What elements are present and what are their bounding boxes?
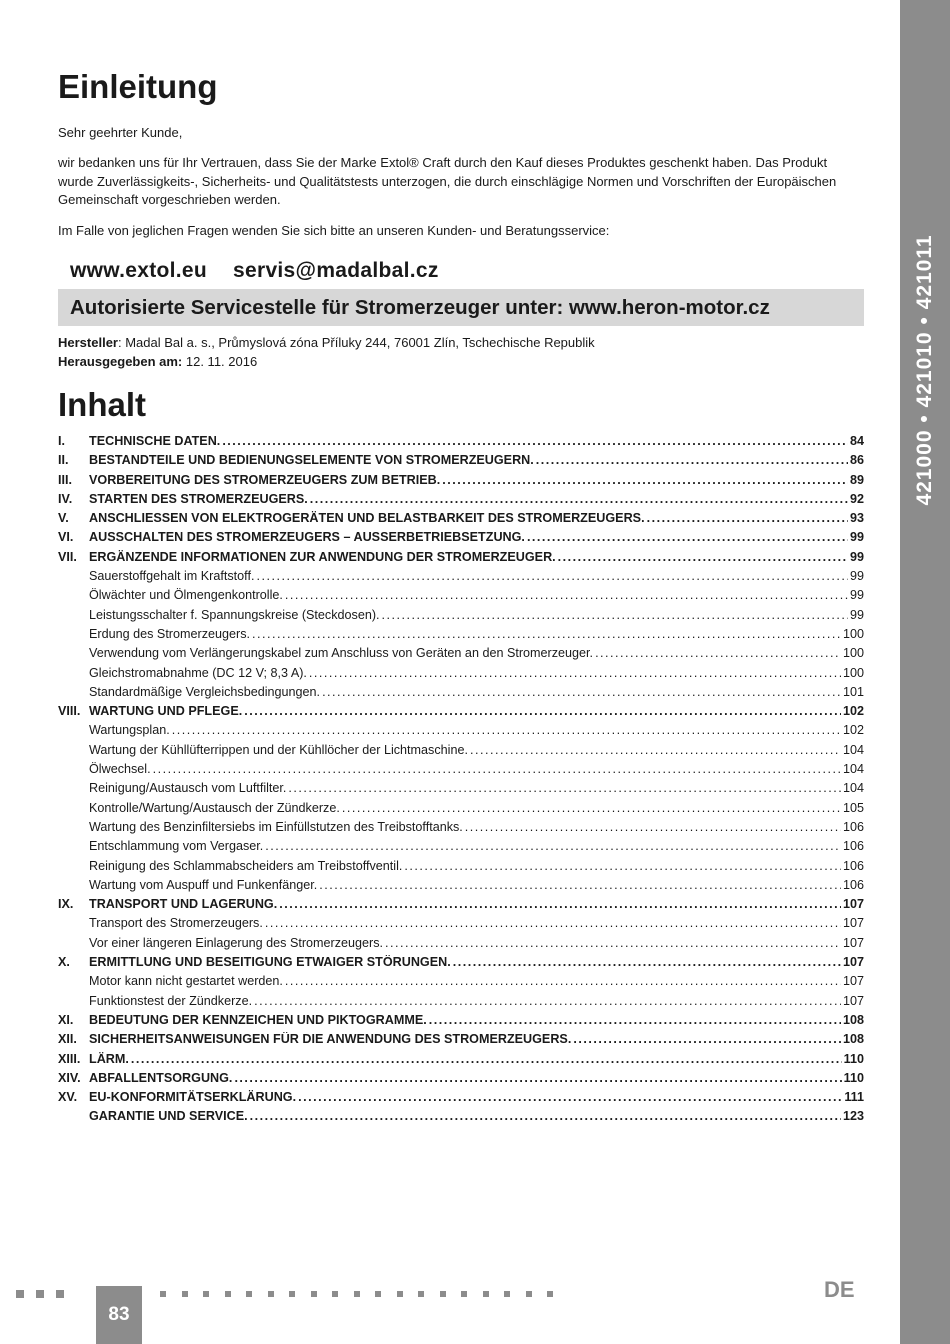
- toc-page: 99: [849, 530, 864, 545]
- toc-entry[interactable]: [58, 1071, 864, 1090]
- toc-entry[interactable]: [58, 820, 864, 839]
- toc-leader-dots: [429, 1013, 841, 1027]
- toc-number: IV.: [58, 491, 73, 506]
- toc-entry[interactable]: [58, 704, 864, 723]
- toc-number: III.: [58, 472, 72, 487]
- toc-leader-dots: [385, 936, 841, 950]
- toc-entry[interactable]: [58, 1090, 864, 1109]
- toc-label: SICHERHEITSANWEISUNGEN FÜR DIE ANWENDUNG DES STROMERZEUGERS.: [89, 1032, 572, 1047]
- toc-label: Standardmäßige Vergleichsbedingungen.: [89, 684, 321, 699]
- toc-leader-dots: [382, 608, 848, 622]
- toc-label: Leistungsschalter f. Spannungskreise (Steckdosen).: [89, 607, 380, 622]
- toc-page: 86: [849, 453, 864, 468]
- toc-label: EU-KONFORMITÄTSERKLÄRUNG.: [89, 1090, 297, 1105]
- toc-page: 104: [842, 762, 864, 777]
- toc-label: Ölwächter und Ölmengenkontrolle.: [89, 588, 283, 603]
- toc-number: V.: [58, 511, 69, 526]
- toc-page: 84: [849, 434, 864, 448]
- toc-page: 106: [842, 858, 864, 873]
- toc-page: 99: [849, 569, 864, 584]
- toc-label: Verwendung vom Verlängerungskabel zum Anschluss von Geräten an den Stromerzeuger.: [89, 646, 594, 661]
- toc-entry[interactable]: [58, 743, 864, 762]
- toc-label: ERGÄNZENDE INFORMATIONEN ZUR ANWENDUNG DER STROMERZEUGER.: [89, 549, 556, 564]
- toc-label: Motor kann nicht gestartet werden.: [89, 974, 283, 989]
- manufacturer-value: : Madal Bal a. s., Průmyslová zóna Příluky 244, 76001 Zlín, Tschechische Republik: [117, 335, 595, 350]
- toc-page: 102: [842, 704, 864, 719]
- page-title-einleitung: Einleitung: [58, 68, 218, 105]
- toc-number: IX.: [58, 897, 74, 912]
- toc-leader-dots: [285, 588, 848, 602]
- toc-leader-dots: [470, 743, 841, 757]
- toc-entry[interactable]: [58, 492, 864, 511]
- toc-page: 108: [842, 1032, 864, 1047]
- toc-label: ABFALLENTSORGUNG.: [89, 1070, 233, 1085]
- toc-page: 99: [849, 588, 864, 603]
- toc-leader-dots: [285, 974, 841, 988]
- toc-entry[interactable]: [58, 801, 864, 820]
- toc-entry[interactable]: [58, 1032, 864, 1051]
- toc-leader-dots: [536, 453, 848, 467]
- toc-page: 107: [842, 993, 864, 1008]
- toc-label: Kontrolle/Wartung/Austausch der Zündkerze.: [89, 800, 340, 815]
- toc-entry[interactable]: [58, 723, 864, 742]
- toc-number: XII.: [58, 1032, 77, 1047]
- toc-leader-dots: [309, 666, 841, 680]
- toc-entry[interactable]: [58, 878, 864, 897]
- toc-entry[interactable]: [58, 1109, 864, 1128]
- toc-label: LÄRM.: [89, 1051, 129, 1066]
- toc-leader-dots: [595, 646, 841, 660]
- toc-leader-dots: [298, 1090, 842, 1104]
- toc-page: 100: [842, 665, 864, 680]
- toc-leader-dots: [234, 1071, 841, 1085]
- toc-leader-dots: [265, 839, 841, 853]
- toc-entry[interactable]: [58, 897, 864, 916]
- toc-label: Wartung des Benzinfiltersiebs im Einfüllstutzen des Treibstofftanks.: [89, 819, 463, 834]
- toc-entry[interactable]: [58, 530, 864, 549]
- toc-leader-dots: [256, 569, 848, 583]
- toc-page: 102: [842, 723, 864, 738]
- toc-entry[interactable]: [58, 955, 864, 974]
- toc-label: Vor einer längeren Einlagerung des Stromerzeugers.: [89, 935, 384, 950]
- contacts: [70, 259, 439, 283]
- issued-value: 12. 11. 2016: [182, 354, 258, 369]
- toc-label: Ölwechsel.: [89, 762, 151, 777]
- toc-entry[interactable]: [58, 666, 864, 685]
- toc-leader-dots: [465, 820, 841, 834]
- toc-leader-dots: [404, 859, 841, 873]
- toc-label: Erdung des Stromerzeugers.: [89, 626, 251, 641]
- toc-page: 110: [843, 1070, 864, 1085]
- sidebar-strip: [900, 0, 950, 1344]
- toc-label: Sauerstoffgehalt im Kraftstoff.: [89, 569, 255, 584]
- toc-page: 108: [842, 1012, 864, 1027]
- toc-label: Wartungsplan.: [89, 723, 170, 738]
- toc-entry[interactable]: [58, 859, 864, 878]
- greeting: Sehr geehrter Kunde,: [58, 125, 183, 140]
- toc-label: Reinigung des Schlammabscheiders am Treibstoffventil.: [89, 858, 403, 873]
- table-of-contents: [58, 434, 864, 1129]
- toc-entry[interactable]: [58, 627, 864, 646]
- toc-leader-dots: [244, 704, 841, 718]
- toc-page: 110: [843, 1051, 864, 1066]
- page-title-inhalt: Inhalt: [58, 386, 146, 423]
- toc-page: 104: [842, 781, 864, 796]
- toc-label: AUSSCHALTEN DES STROMERZEUGERS – AUSSERBETRIEBSETZUNG.: [89, 530, 525, 545]
- toc-entry[interactable]: [58, 434, 864, 453]
- toc-page: 107: [842, 916, 864, 931]
- page-number: 83: [96, 1286, 142, 1344]
- toc-entry[interactable]: [58, 550, 864, 569]
- toc-leader-dots: [527, 530, 848, 544]
- toc-number: XV.: [58, 1090, 78, 1105]
- toc-number: I.: [58, 434, 65, 448]
- toc-leader-dots: [342, 801, 841, 815]
- toc-number: II.: [58, 453, 69, 468]
- toc-number: VII.: [58, 549, 77, 564]
- toc-page: 100: [842, 646, 864, 661]
- toc-label: Wartung vom Auspuff und Funkenfänger.: [89, 877, 318, 892]
- toc-page: 92: [849, 491, 864, 506]
- issue-date: [58, 353, 257, 371]
- toc-leader-dots: [322, 685, 841, 699]
- toc-label: Funktionstest der Zündkerze.: [89, 993, 253, 1008]
- toc-label: BEDEUTUNG DER KENNZEICHEN UND PIKTOGRAMME.: [89, 1012, 427, 1027]
- toc-entry[interactable]: [58, 646, 864, 665]
- toc-label: BESTANDTEILE UND BEDIENUNGSELEMENTE VON STROMERZEUGERN.: [89, 453, 534, 468]
- toc-number: XI.: [58, 1012, 74, 1027]
- toc-label: TRANSPORT UND LAGERUNG.: [89, 897, 278, 912]
- toc-leader-dots: [153, 762, 841, 776]
- toc-entry[interactable]: [58, 916, 864, 935]
- toc-leader-dots: [172, 723, 841, 737]
- toc-page: 89: [849, 472, 864, 487]
- toc-label: Transport des Stromerzeugers.: [89, 916, 263, 931]
- email-link[interactable]: servis@madalbal.cz: [233, 259, 439, 282]
- toc-label: Reinigung/Austausch vom Luftfilter.: [89, 781, 287, 796]
- toc-label: GARANTIE UND SERVICE.: [89, 1109, 248, 1124]
- toc-page: 111: [844, 1090, 864, 1105]
- toc-label: TECHNISCHE DATEN.: [89, 434, 221, 448]
- toc-page: 106: [842, 877, 864, 892]
- toc-leader-dots: [131, 1052, 842, 1066]
- toc-leader-dots: [453, 955, 841, 969]
- toc-entry[interactable]: [58, 936, 864, 955]
- toc-label: Gleichstromabnahme (DC 12 V; 8,3 A).: [89, 665, 307, 680]
- toc-page: 107: [842, 935, 864, 950]
- toc-entry[interactable]: [58, 994, 864, 1013]
- manufacturer-label: Hersteller: [58, 335, 118, 350]
- toc-leader-dots: [250, 1109, 841, 1123]
- toc-label: Entschlammung vom Vergaser.: [89, 839, 264, 854]
- toc-number: VIII.: [58, 704, 81, 719]
- toc-page: 106: [842, 819, 864, 834]
- toc-number: X.: [58, 955, 70, 970]
- toc-label: STARTEN DES STROMERZEUGERS.: [89, 491, 308, 506]
- toc-leader-dots: [288, 781, 841, 795]
- toc-entry[interactable]: [58, 781, 864, 800]
- website-link[interactable]: www.extol.eu: [70, 259, 208, 282]
- service-banner: Autorisierte Servicestelle für Stromerzeuger unter: www.heron-motor.cz: [58, 289, 864, 326]
- toc-entry[interactable]: [58, 569, 864, 588]
- intro-paragraph: wir bedanken uns für Ihr Vertrauen, dass Sie der Marke Extol® Craft durch den Kauf dieses Produktes geschenkt haben. Das Produkt wurde Zuverlässigkeits-, Sicherheits- und Qualitätstests unterzogen, die durch einschlägige Normen und Vorschriften der Europäischen Gemeinschaft vorgeschrieben werden.: [58, 155, 837, 207]
- toc-number: XIV.: [58, 1070, 81, 1085]
- toc-entry[interactable]: [58, 1052, 864, 1071]
- contact-paragraph: Im Falle von jeglichen Fragen wenden Sie sich bitte an unseren Kunden- und Beratungsservice:: [58, 223, 610, 238]
- toc-entry[interactable]: [58, 762, 864, 781]
- language-code: DE: [824, 1277, 855, 1302]
- toc-leader-dots: [319, 878, 841, 892]
- footer-squares-left: [16, 1290, 76, 1300]
- toc-leader-dots: [254, 994, 841, 1008]
- toc-page: 107: [842, 955, 864, 970]
- toc-page: 104: [842, 742, 864, 757]
- toc-page: 99: [849, 549, 864, 564]
- toc-leader-dots: [279, 897, 841, 911]
- toc-number: XIII.: [58, 1051, 81, 1066]
- toc-page: 93: [849, 511, 864, 526]
- model-numbers: 421000 • 421010 • 421011: [913, 234, 936, 506]
- toc-entry[interactable]: [58, 839, 864, 858]
- toc-entry[interactable]: [58, 1013, 864, 1032]
- toc-leader-dots: [222, 434, 848, 448]
- toc-leader-dots: [252, 627, 841, 641]
- toc-leader-dots: [310, 492, 848, 506]
- toc-page: 107: [842, 974, 864, 989]
- toc-label: WARTUNG UND PFLEGE.: [89, 704, 243, 719]
- toc-entry[interactable]: [58, 473, 864, 492]
- toc-leader-dots: [265, 916, 841, 930]
- toc-label: Wartung der Kühllüfterrippen und der Kühllöcher der Lichtmaschine.: [89, 742, 468, 757]
- toc-label: ERMITTLUNG UND BESEITIGUNG ETWAIGER STÖRUNGEN.: [89, 955, 451, 970]
- manufacturer: [58, 334, 595, 352]
- toc-leader-dots: [558, 550, 848, 564]
- toc-entry[interactable]: [58, 588, 864, 607]
- toc-page: 99: [849, 607, 864, 622]
- toc-page: 106: [842, 839, 864, 854]
- toc-entry[interactable]: [58, 608, 864, 627]
- toc-entry[interactable]: [58, 511, 864, 530]
- toc-leader-dots: [573, 1032, 841, 1046]
- toc-leader-dots: [442, 473, 848, 487]
- footer-squares-right: [160, 1290, 569, 1300]
- toc-entry[interactable]: [58, 685, 864, 704]
- toc-number: VI.: [58, 530, 74, 545]
- toc-label: VORBEREITUNG DES STROMERZEUGERS ZUM BETRIEB.: [89, 472, 441, 487]
- toc-page: 123: [842, 1109, 864, 1124]
- toc-entry[interactable]: [58, 974, 864, 993]
- toc-page: 105: [842, 800, 864, 815]
- toc-page: 100: [842, 626, 864, 641]
- toc-entry[interactable]: [58, 453, 864, 472]
- toc-label: ANSCHLIESSEN VON ELEKTROGERÄTEN UND BELASTBARKEIT DES STROMERZEUGERS.: [89, 511, 645, 526]
- toc-leader-dots: [647, 511, 848, 525]
- toc-page: 101: [842, 684, 864, 699]
- toc-page: 107: [842, 897, 864, 912]
- issued-label: Herausgegeben am:: [58, 354, 183, 369]
